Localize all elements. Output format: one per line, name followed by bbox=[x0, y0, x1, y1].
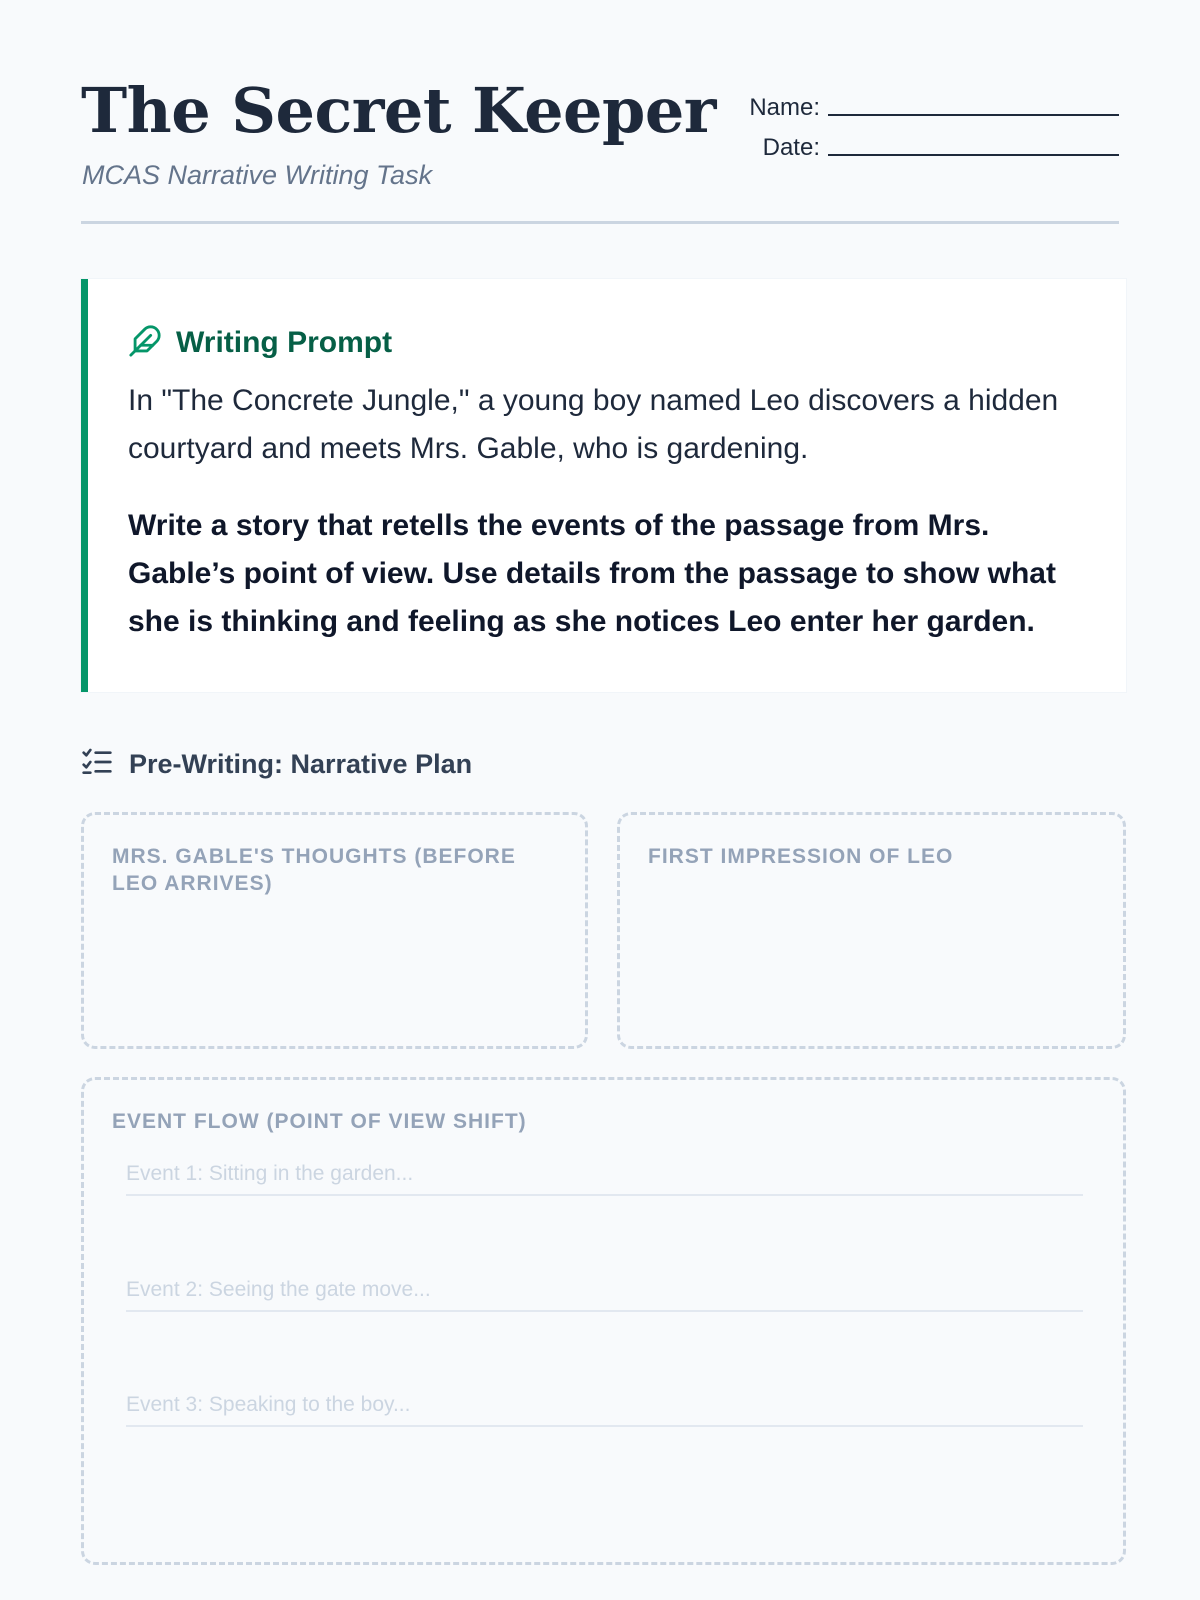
event-2-field[interactable]: Event 2: Seeing the gate move... bbox=[126, 1272, 1083, 1312]
prompt-header bbox=[128, 323, 1086, 363]
prompt-task: Write a story that retells the events of the passage from Mrs. Gable’s point of view. Use details from the passage to show what she is thinking and feeling as she notices Leo enter her garden. bbox=[128, 509, 1056, 638]
plan-heading: Pre-Writing: Narrative Plan bbox=[129, 748, 473, 779]
date-row bbox=[719, 122, 1119, 162]
writing-prompt-box bbox=[81, 279, 1126, 692]
name-row bbox=[719, 82, 1119, 122]
name-field[interactable] bbox=[828, 114, 1119, 116]
worksheet-subtitle: MCAS Narrative Writing Task bbox=[82, 160, 433, 190]
event-1-field[interactable]: Event 1: Sitting in the garden... bbox=[126, 1156, 1083, 1196]
date-label: Date: bbox=[762, 134, 820, 161]
prompt-heading: Writing Prompt bbox=[176, 326, 393, 359]
event-flow-label: EVENT FLOW (POINT OF VIEW SHIFT) bbox=[112, 1110, 527, 1133]
prompt-text: In "The Concrete Jungle," a young boy named Leo discovers a hidden courtyard and meets Mrs. Gable, who is gardening. bbox=[128, 384, 1059, 465]
name-label: Name: bbox=[749, 94, 820, 121]
event-3-field[interactable]: Event 3: Speaking to the boy... bbox=[126, 1387, 1083, 1427]
first-impression-box[interactable] bbox=[617, 812, 1126, 1049]
thoughts-before-label: MRS. GABLE'S THOUGHTS (BEFORE LEO ARRIVES) bbox=[112, 845, 516, 895]
student-info bbox=[719, 82, 1119, 162]
worksheet-title: The Secret Keeper bbox=[81, 74, 716, 147]
date-field[interactable] bbox=[828, 154, 1119, 156]
first-impression-label: FIRST IMPRESSION OF LEO bbox=[648, 845, 954, 868]
checklist-icon bbox=[81, 747, 129, 782]
feather-icon bbox=[128, 324, 176, 363]
event-flow-box bbox=[81, 1077, 1126, 1565]
worksheet-header bbox=[81, 0, 1119, 224]
plan-header bbox=[81, 746, 472, 782]
thoughts-before-box[interactable] bbox=[81, 812, 588, 1049]
